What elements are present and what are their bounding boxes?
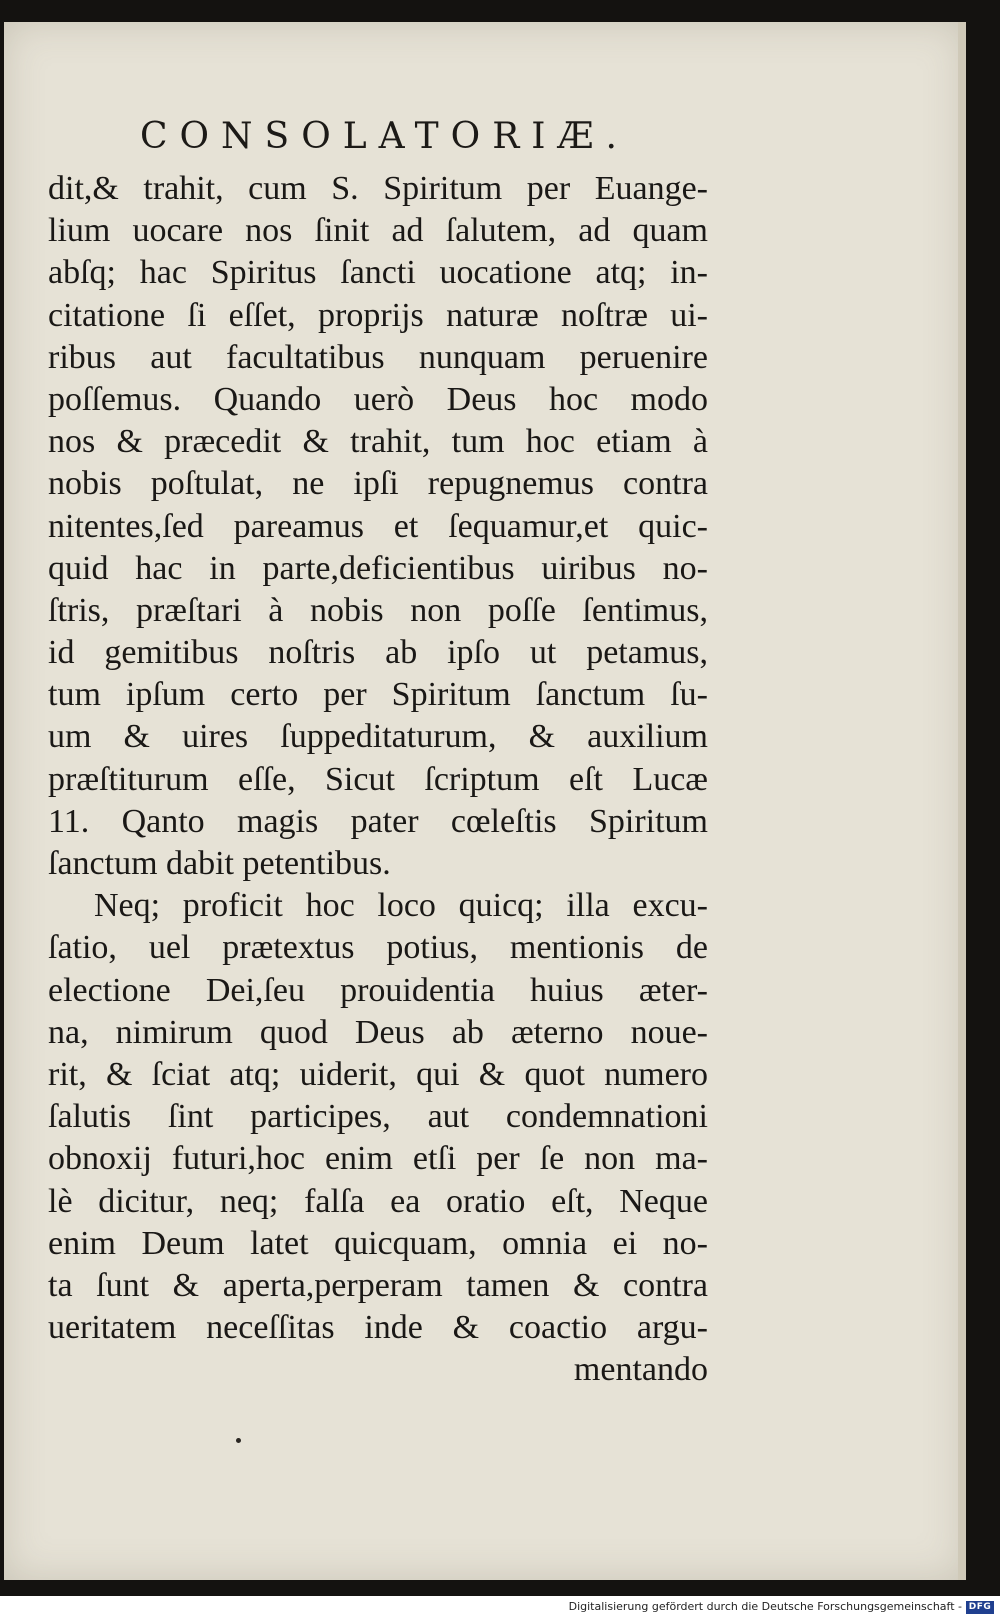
- dfg-logo: DFG: [966, 1601, 994, 1614]
- text-line: abſq; hac Spiritus ſancti uocatione atq; in-: [48, 254, 708, 292]
- text-line: um & uires ſuppeditaturum, & auxilium: [48, 718, 708, 756]
- text-line: ta ſunt & aperta,perperam tamen & contra: [48, 1266, 708, 1304]
- text-line: lè dicitur, neq; falſa ea oratio eſt, Neque: [48, 1182, 708, 1220]
- text-line: ſatio, uel prætextus potius, mentionis de: [48, 929, 708, 967]
- text-line: dit,& trahit, cum S. Spiritum per Euange-: [48, 170, 708, 207]
- text-line: poſſemus. Quando uerò Deus hoc modo: [48, 380, 708, 418]
- text-line: ribus aut facultatibus nunquam peruenire: [48, 338, 708, 376]
- funding-credit: Digitalisierung gefördert durch die Deutsche Forschungsgemeinschaft -: [568, 1600, 962, 1613]
- page-edge: [958, 22, 966, 1580]
- text-line: citatione ſi eſſet, proprijs naturæ noſtræ ui-: [48, 296, 708, 334]
- text-line: obnoxij futuri,hoc enim etſi per ſe non ma-: [48, 1140, 708, 1178]
- text-line: præſtiturum eſſe, Sicut ſcriptum eſt Lucæ: [48, 760, 708, 798]
- text-line: rit, & ſciat atq; uiderit, qui & quot numero: [48, 1055, 708, 1093]
- digitization-footer: [0, 1596, 1000, 1620]
- text-line: enim Deum latet quicquam, omnia ei no-: [48, 1224, 708, 1262]
- ink-speck: [236, 1438, 241, 1443]
- text-line: na, nimirum quod Deus ab æterno noue-: [48, 1013, 708, 1051]
- running-head: CONSOLATORIÆ.: [140, 116, 629, 157]
- text-line: ſtris, præſtari à nobis non poſſe ſentimus,: [48, 591, 708, 629]
- text-line: lium uocare nos ſinit ad ſalutem, ad quam: [48, 212, 708, 250]
- text-line: nitentes,ſed pareamus et ſequamur,et quic-: [48, 507, 708, 545]
- text-line: tum ipſum certo per Spiritum ſanctum ſu-: [48, 676, 708, 714]
- text-line: electione Dei,ſeu prouidentia huius æter-: [48, 971, 708, 1009]
- text-line: ſalutis ſint participes, aut condemnationi: [48, 1098, 708, 1136]
- body-text: [48, 168, 708, 1391]
- paragraph-start-line: Neq; proficit hoc loco quicq; illa excu-: [94, 887, 708, 925]
- text-line: quid hac in parte,deficientibus uiribus no-: [48, 549, 708, 587]
- text-line: nobis poſtulat, ne ipſi repugnemus contra: [48, 465, 708, 503]
- text-line: id gemitibus noſtris ab ipſo ut petamus,: [48, 634, 708, 672]
- text-line: nos & præcedit & trahit, tum hoc etiam à: [48, 423, 708, 461]
- text-line: 11. Qanto magis pater cœleſtis Spiritum: [48, 802, 708, 840]
- catchword: mentando: [573, 1351, 708, 1389]
- text-line: ſanctum dabit petentibus.: [48, 845, 391, 882]
- text-line: ueritatem neceſſitas inde & coactio argu-: [48, 1309, 708, 1347]
